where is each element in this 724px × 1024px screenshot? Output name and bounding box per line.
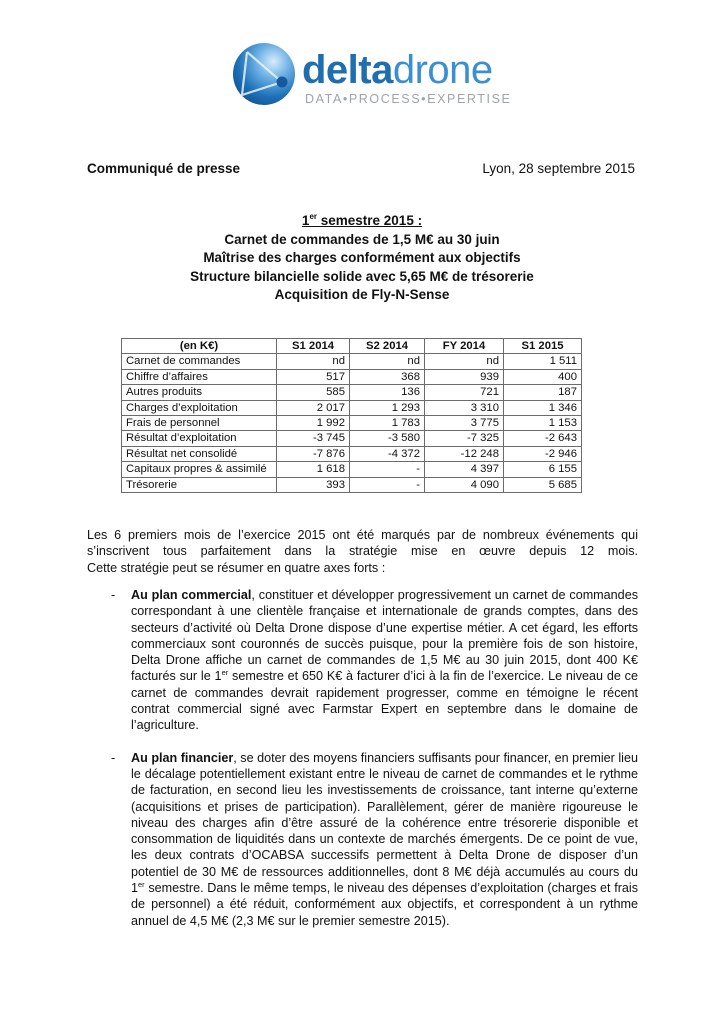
cell-value: 1 992 (277, 416, 350, 431)
row-label: Capitaux propres & assimilé (122, 462, 277, 477)
cell-value: -12 248 (425, 446, 504, 461)
cell-value: 368 (350, 369, 425, 384)
cell-value: 1 346 (504, 400, 582, 415)
strategy-axes-list (87, 587, 638, 945)
cell-value: -3 580 (350, 431, 425, 446)
intro-text: Les 6 premiers mois de l’exercice 2015 ont été marqués par de nombreux événements qui s’inscrivent tous parfaitement dans la stratégie mise en œuvre depuis 12 mois. (87, 528, 638, 559)
cell-value: 2 017 (277, 400, 350, 415)
row-label: Résultat d’exploitation (122, 431, 277, 446)
table-header-row (122, 339, 582, 354)
list-item-financial (87, 750, 638, 929)
bullet-title: Au plan financier (131, 750, 234, 765)
bullet-text-cont: semestre. Dans le même temps, le niveau des dépenses d’exploitation (charges et frais de personnel) a été réduit, conformément aux objectifs, et correspondent à un rythme annuel de 4,5 M€ (2,3 M€ sur le premier semestre 2015). (131, 881, 638, 928)
intro-paragraph (87, 527, 638, 576)
row-label: Résultat net consolidé (122, 446, 277, 461)
cell-value: 4 397 (425, 462, 504, 477)
headline-period-text: semestre 2015 : (317, 213, 423, 228)
row-label: Charges d’exploitation (122, 400, 277, 415)
bullet-sup: er (221, 668, 229, 678)
cell-value: nd (277, 354, 350, 369)
cell-value: -2 946 (504, 446, 582, 461)
cell-value: 187 (504, 385, 582, 400)
cell-value: 3 775 (425, 416, 504, 431)
bullet-sup: er (138, 880, 145, 890)
column-header-s1-2015: S1 2015 (504, 339, 582, 354)
logo-word-drone: drone (392, 48, 493, 92)
cell-value: 1 511 (504, 354, 582, 369)
bullet-dash: - (111, 750, 116, 765)
cell-value: 6 155 (504, 462, 582, 477)
cell-value: -4 372 (350, 446, 425, 461)
cell-value: 3 310 (425, 400, 504, 415)
bullet-text: , constituer et développer progressivement un carnet de commandes correspondant à une clientèle française et internationale de grands comptes, dans des secteurs d’activité où Delta Drone dispose d’une expertise métier. A cet égard, les efforts commerciaux sont couronnés de succès puisque, pour la première fois de son histoire, Delta Drone affiche un carnet de commandes de 1,5 M€ au 30 juin 2015, dont 400 K€ facturés sur le 1 (131, 588, 638, 684)
deltadrone-logo (232, 40, 512, 112)
table-row (122, 400, 582, 415)
logo-wordmark (302, 48, 493, 92)
row-label: Frais de personnel (122, 416, 277, 431)
bullet-dash: - (111, 588, 116, 602)
list-item-commercial (87, 587, 638, 734)
cell-value: -7 876 (277, 446, 350, 461)
cell-value: 4 090 (425, 477, 504, 492)
cell-value: - (350, 477, 425, 492)
row-label: Carnet de commandes (122, 354, 277, 369)
headline-period-number: 1 (301, 213, 310, 228)
table-row (122, 385, 582, 400)
column-header-unit: (en K€) (122, 339, 277, 354)
cell-value: 939 (425, 369, 504, 384)
cell-value: 1 783 (350, 416, 425, 431)
headline-line-2: Carnet de commandes de 1,5 M€ au 30 juin (224, 231, 500, 247)
cell-value: -2 643 (504, 431, 582, 446)
cell-value: 585 (277, 385, 350, 400)
table-row (122, 431, 582, 446)
cell-value: nd (350, 354, 425, 369)
place-date: Lyon, 28 septembre 2015 (482, 161, 635, 176)
cell-value: -7 325 (425, 431, 504, 446)
headline-block (0, 212, 724, 305)
row-label: Chiffre d’affaires (122, 369, 277, 384)
table-row (122, 354, 582, 369)
bullet-title: Au plan commercial (131, 588, 252, 602)
headline-period-sup: er (309, 212, 317, 221)
intro-axes-line: Cette stratégie peut se résumer en quatre axes forts : (87, 560, 386, 575)
cell-value: 5 685 (504, 477, 582, 492)
cell-value: nd (425, 354, 504, 369)
headline-line-3: Maîtrise des charges conformément aux objectifs (203, 250, 521, 265)
cell-value: - (350, 462, 425, 477)
cell-value: 393 (277, 477, 350, 492)
cell-value: 1 153 (504, 416, 582, 431)
headline-period (0, 212, 724, 231)
document-type: Communiqué de presse (87, 161, 241, 176)
logo-word-delta: delta (302, 48, 393, 92)
financial-summary-table (121, 338, 582, 493)
cell-value: 136 (350, 385, 425, 400)
table-row (122, 462, 582, 477)
headline-line-4: Structure bilancielle solide avec 5,65 M€ de trésorerie (190, 268, 534, 284)
column-header-fy-2014: FY 2014 (425, 339, 504, 354)
column-header-s1-2014: S1 2014 (277, 339, 350, 354)
cell-value: 1 293 (350, 400, 425, 415)
globe-triangle-icon (232, 42, 296, 106)
table-row (122, 446, 582, 461)
cell-value: -3 745 (277, 431, 350, 446)
headline-line-5: Acquisition de Fly-N-Sense (274, 287, 450, 302)
logo-tagline: DATA•PROCESS•EXPERTISE (305, 92, 512, 106)
table-row (122, 477, 582, 492)
table-row (122, 416, 582, 431)
row-label: Trésorerie (122, 477, 277, 492)
cell-value: 1 618 (277, 462, 350, 477)
bullet-text: , se doter des moyens financiers suffisants pour financer, en premier lieu le décalage potentiellement existant entre le niveau de carnet de commandes et le rythme de facturation, en second lieu les investissements de croissance, tant interne qu’externe (acquisitions et prises de participation). Parallèlement, gérer de manière rigoureuse le niveau des charges afin d’être assuré de la cohérence entre trésorerie disponible et consommation de liquidités dans un contexte de marchés émergents. De ce point de vue, les deux contrats d’OCABSA successifs permettent à Delta Drone de disposer d’un potentiel de 30 M€ de ressources additionnelles, dont 8 M€ déjà accumulés au cours du 1 (131, 750, 638, 896)
table-row (122, 369, 582, 384)
cell-value: 517 (277, 369, 350, 384)
column-header-s2-2014: S2 2014 (350, 339, 425, 354)
bullet-text-cont: semestre et 650 K€ à facturer d’ici à la fin de l’exercice. Le niveau de ce carnet de commandes devrait rapidement progresser, comme en témoigne le récent contrat commercial signé avec Farmstar Expert en septembre dans le domaine de l’agriculture. (131, 669, 638, 733)
cell-value: 400 (504, 369, 582, 384)
cell-value: 721 (425, 385, 504, 400)
row-label: Autres produits (122, 385, 277, 400)
